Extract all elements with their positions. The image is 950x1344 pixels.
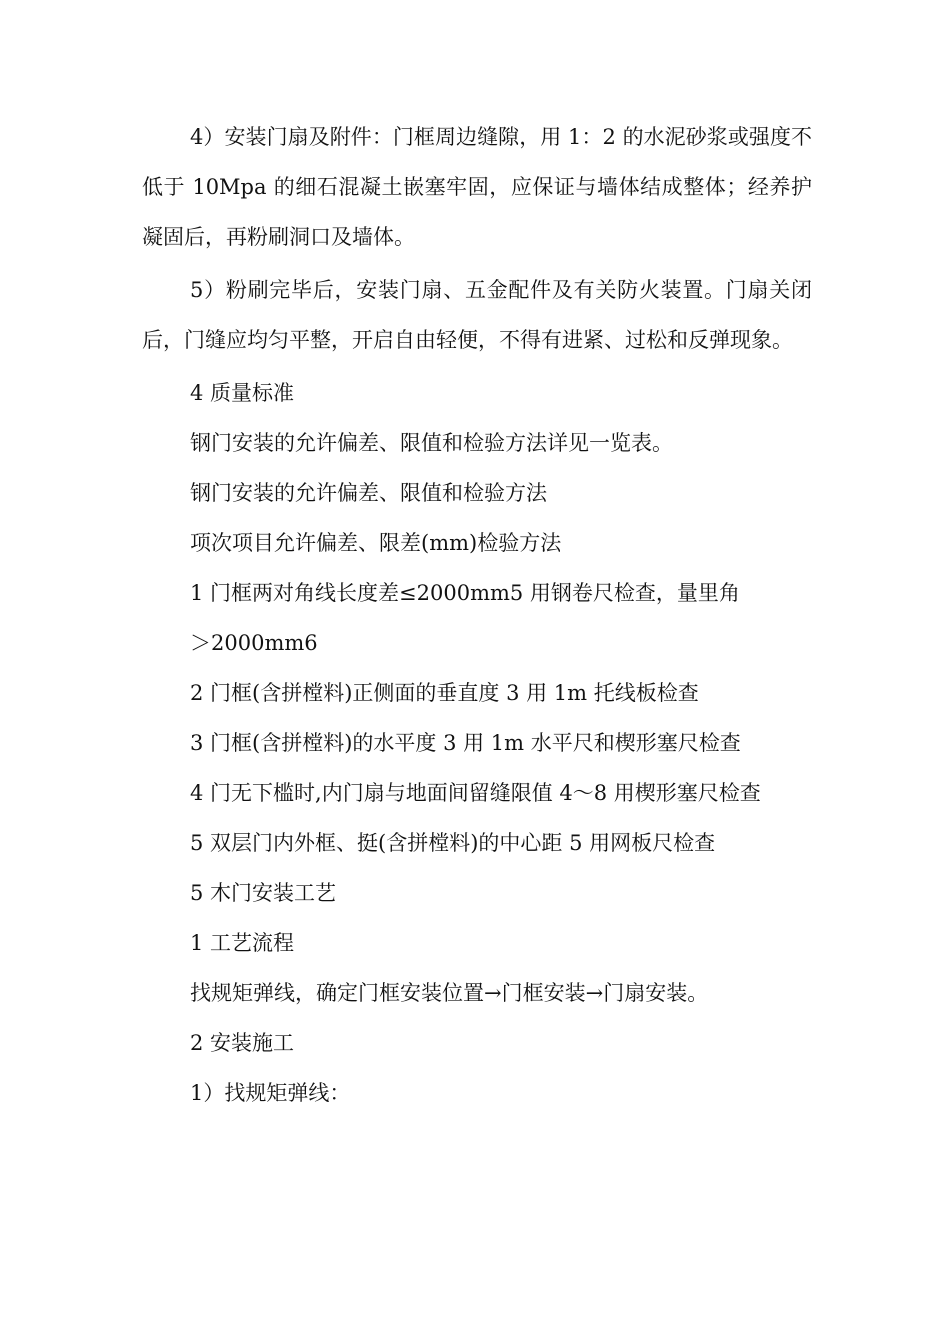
heading-process-flow: 1 工艺流程 bbox=[190, 931, 295, 955]
table-row-line: 2 门框(含拼樘料)正侧面的垂直度 3 用 1m 托线板检查 bbox=[190, 681, 699, 705]
text-line: 找规矩弹线，确定门框安装位置→门框安装→门扇安装。 bbox=[190, 981, 709, 1005]
text-line: 1）找规矩弹线： bbox=[190, 1081, 351, 1105]
table-row-line: 5 双层门内外框、挺(含拼樘料)的中心距 5 用网板尺检查 bbox=[190, 831, 716, 855]
document-body bbox=[142, 112, 812, 1118]
table-caption: 钢门安装的允许偏差、限值和检验方法 bbox=[190, 481, 547, 505]
table-row-line: 1 门框两对角线长度差≤2000mm5 用钢卷尺检查，量里角 bbox=[190, 581, 740, 605]
table-header-line: 项次项目允许偏差、限差(mm)检验方法 bbox=[190, 531, 562, 555]
table-row-line: 4 门无下槛时,内门扇与地面间留缝限值 4～8 用楔形塞尺检查 bbox=[190, 781, 761, 805]
text-line: 钢门安装的允许偏差、限值和检验方法详见一览表。 bbox=[190, 431, 673, 455]
heading-installation: 2 安装施工 bbox=[190, 1031, 295, 1055]
paragraph-after-plastering: 5）粉刷完毕后，安装门扇、五金配件及有关防火装置。门扇关闭后，门缝应均匀平整，开启自由轻便，不得有进紧、过松和反弹现象。 bbox=[142, 278, 812, 352]
heading-quality-standard: 4 质量标准 bbox=[190, 381, 295, 405]
table-row-line: ＞2000mm6 bbox=[190, 631, 318, 655]
paragraph-install-door-leaf: 4）安装门扇及附件：门框周边缝隙，用 1：2 的水泥砂浆或强度不低于 10Mpa 的细石混凝土嵌塞牢固，应保证与墙体结成整体；经养护凝固后，再粉刷洞口及墙体。 bbox=[142, 125, 812, 249]
heading-wood-door-process: 5 木门安装工艺 bbox=[190, 881, 337, 905]
table-row-line: 3 门框(含拼樘料)的水平度 3 用 1m 水平尺和楔形塞尺检查 bbox=[190, 731, 741, 755]
